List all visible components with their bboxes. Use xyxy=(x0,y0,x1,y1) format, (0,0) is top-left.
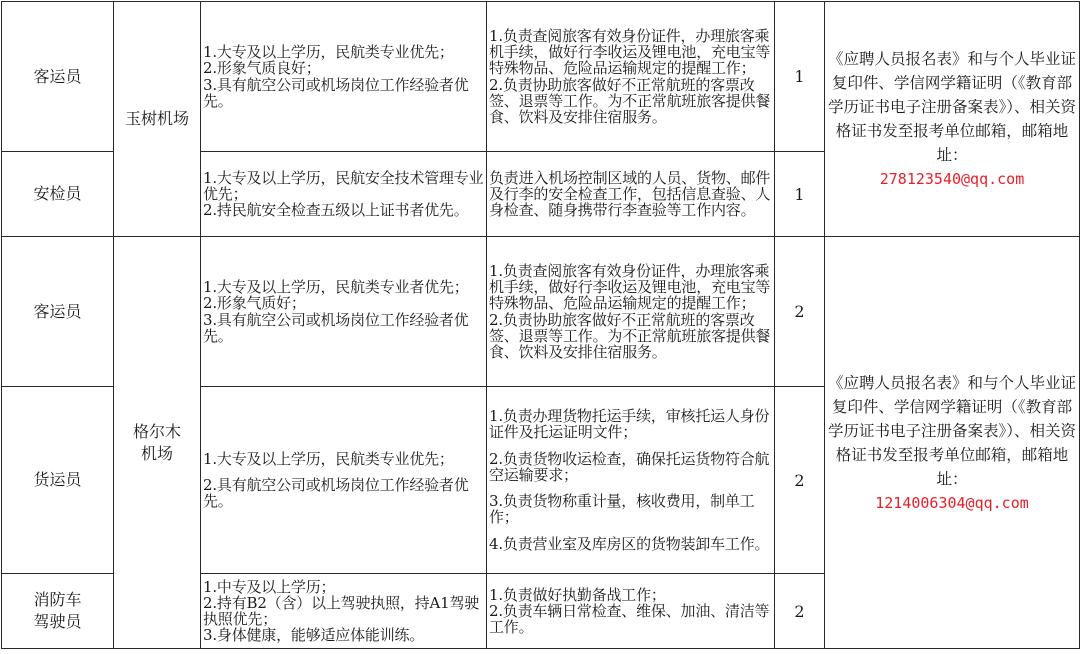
duty-line: 1.负责查阅旅客有效身份证件，办理旅客乘机手续，做好行李收运及锂电池，充电宝等特殊物品、危险品运输规定的提醒工作； xyxy=(489,261,771,313)
requirement-line: 1.中专及以上学历； xyxy=(203,577,336,596)
requirements-cell xyxy=(201,152,487,237)
contact-text: 《应聘人员报名表》和与个人毕业证复印件、学信网学籍证明（《教育部学历证书电子注册备案表》）、相关资格证书发至报考单位邮箱，邮箱地址： xyxy=(827,373,1076,488)
duty-line: 2.负责货物收运检查，确保托运货物符合航空运输要求； xyxy=(489,449,770,484)
headcount-cell xyxy=(775,574,825,649)
requirement-line: 1.大专及以上学历，民航类专业优先； xyxy=(203,449,454,468)
duty-line: 负责进入机场控制区域的人员、货物、邮件及行李的安全检查工作，包括信息查验、人身检查、随身携带行李查验等工作内容。 xyxy=(489,168,771,220)
table-row xyxy=(2,237,1080,387)
position-cell xyxy=(2,2,114,152)
position-name: 客运员 xyxy=(33,301,82,321)
contact-email: 1214006304@qq.com xyxy=(875,493,1029,512)
site-cell xyxy=(114,237,201,649)
requirement-line: 3.身体健康，能够适应体能训练。 xyxy=(203,626,425,645)
line-spacer xyxy=(489,526,772,536)
headcount: 2 xyxy=(794,302,805,321)
duty-line: 4.负责营业室及库房区的货物装卸车工作。 xyxy=(489,534,770,553)
position-cell xyxy=(2,387,114,574)
position-name-line: 消防车 xyxy=(33,590,82,609)
duty-line: 3.负责货物称重计量，核收费用，制单工作； xyxy=(489,492,755,527)
duty-line: 2.负责协助旅客做好不正常航班的客票改签、退票等工作。为不正常航班旅客提供餐食、饮料及安排住宿服务。 xyxy=(489,310,771,361)
requirement-line: 2.形象气质良好； xyxy=(203,59,321,78)
requirements-cell xyxy=(201,2,487,152)
site-cell xyxy=(114,2,201,237)
position-cell xyxy=(2,574,114,649)
contact-cell xyxy=(825,2,1080,237)
requirements-cell xyxy=(201,574,487,649)
site-name-line: 格尔木 xyxy=(132,421,181,441)
requirement-line: 3.具有航空公司或机场岗位工作经验者优先。 xyxy=(203,75,469,110)
duties-cell xyxy=(487,387,775,574)
headcount: 2 xyxy=(794,470,805,490)
requirements-cell xyxy=(201,237,487,387)
position-name: 客运员 xyxy=(33,66,82,86)
requirement-line: 1.大专及以上学历，民航安全技术管理专业优先； xyxy=(203,168,484,203)
headcount-cell xyxy=(775,152,825,237)
duty-line: 1.负责办理货物托运手续，审核托运人身份证件及托运证明文件； xyxy=(489,407,770,442)
contact-text: 《应聘人员报名表》和与个人毕业证复印件、学信网学籍证明（《教育部学历证书电子注册备案表》）、相关资格证书发至报考单位邮箱，邮箱地址： xyxy=(827,50,1076,164)
table-row xyxy=(2,2,1080,152)
position-name-line: 驾驶员 xyxy=(33,612,82,631)
contact-email: 278123540@qq.com xyxy=(879,170,1025,188)
duty-line: 2.负责车辆日常检查、维保、加油、清洁等工作。 xyxy=(489,601,770,637)
headcount-cell xyxy=(775,387,825,574)
duties-cell xyxy=(487,574,775,649)
site-name-line: 机场 xyxy=(140,443,173,463)
recruitment-table xyxy=(1,1,1080,649)
requirement-line: 2.持民航安全检查五级以上证书者优先。 xyxy=(203,201,469,220)
site-name: 玉树机场 xyxy=(124,109,189,128)
headcount: 1 xyxy=(794,67,805,86)
duties-cell xyxy=(487,152,775,237)
requirement-line: 2.形象气质好； xyxy=(203,294,306,313)
position-name: 安检员 xyxy=(33,184,82,203)
requirement-line: 3.具有航空公司或机场岗位工作经验者优先。 xyxy=(203,310,469,345)
headcount-cell xyxy=(775,2,825,152)
headcount: 2 xyxy=(794,601,805,621)
duty-line: 2.负责协助旅客做好不正常航班的客票改签、退票等工作。为不正常航班旅客提供餐食、饮料及安排住宿服务。 xyxy=(489,75,771,126)
position-cell xyxy=(2,237,114,387)
headcount: 1 xyxy=(794,184,805,204)
requirements-cell xyxy=(201,387,487,574)
duty-line: 1.负责查阅旅客有效身份证件，办理旅客乘机手续，做好行李收运及锂电池，充电宝等特殊物品、危险品运输规定的提醒工作； xyxy=(489,26,771,78)
requirement-line: 1.大专及以上学历，民航类专业优先； xyxy=(203,43,454,62)
duties-cell xyxy=(487,2,775,152)
position-cell xyxy=(2,152,114,237)
duties-cell xyxy=(487,237,775,387)
requirement-line: 2.具有航空公司或机场岗位工作经验者优先。 xyxy=(203,475,469,511)
requirement-line: 2.持有B2（含）以上驾驶执照，持A1驾驶执照优先； xyxy=(203,593,480,628)
position-name: 货运员 xyxy=(33,470,82,489)
contact-cell xyxy=(825,237,1080,649)
duty-line: 1.负责做好执勤备战工作； xyxy=(489,585,666,604)
headcount-cell xyxy=(775,237,825,387)
requirement-line: 1.大专及以上学历，民航类专业者优先； xyxy=(203,278,469,297)
